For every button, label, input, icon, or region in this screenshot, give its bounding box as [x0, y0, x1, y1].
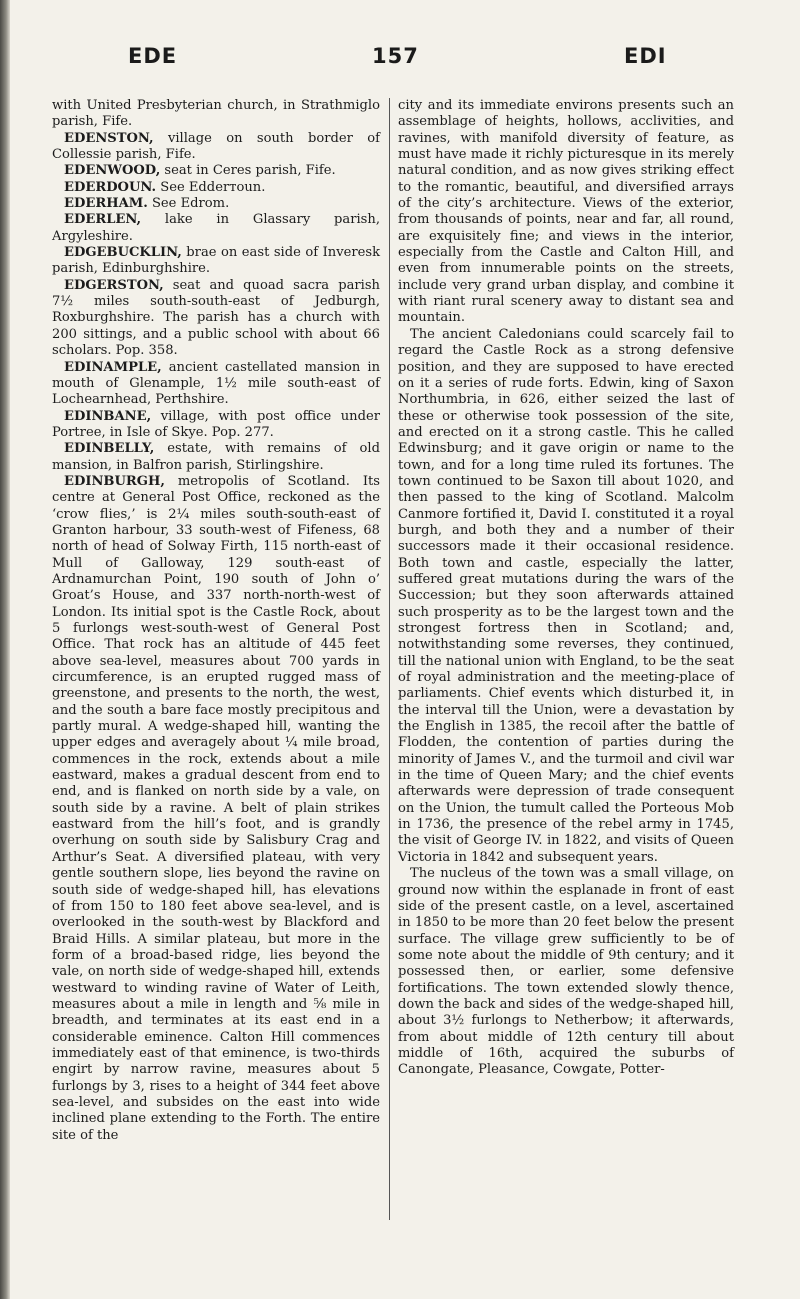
- entry-edgebucklin: [52, 245, 380, 278]
- entry-headword: EDERLEN,: [64, 212, 142, 228]
- book-binding-edge: [0, 0, 10, 1299]
- entry-headword: EDGEBUCKLIN,: [64, 245, 182, 261]
- entry-text: village on south border of Collessie parish, Fife.: [52, 130, 380, 163]
- entry-text: See Edderтoun.: [156, 179, 266, 195]
- entry-text: metropolis of Scotland. Its centre at General Post Office, reckoned as the ‘crow flies,’ is 2¼ miles south-south-east of Granton harbour, 33 south-west of Fifeness, 68 north of head of Solway Firth, 115 north-east of Mull of Galloway, 129 south-east of Ardnamurchan Point, 190 south of John o’ Groat’s House, and 337 north-north-west of London. Its initial spot is the Castle Rock, about 5 furlongs west-south-west of General Post Office. That rock has an altitude of 445 feet above sea-level, measures about 700 yards in circumference, is an erupted rugged mass of greenstone, and presents to the north, the west, and the south a bare face mostly precipitous and partly mural. A wedge-shaped hill, wanting the upper edges and averagely about ¼ mile broad, commences in the rock, extends about a mile eastward, makes a gradual descent from end to end, and is flanked on north side by a vale, on south side by a ravine. A belt of plain strikes eastward from the hill’s foot, and is grandly overhung on south side by Salisbury Crag and Arthur’s Seat. A diversified plateau, with very gentle southern slope, lies beyond the ravine on south side of wedge-shaped hill, has elevations of from 150 to 180 feet above sea-level, and is overlooked in the south-west by Blackford and Braid Hills. A similar plateau, but more in the form of a broad-based ridge, lies beyond the vale, on north side of wedge-shaped hill, extends westward to winding ravine of Water of Leith, measures about a mile in length and ⅝ mile in breadth, and terminates at its east end in a considerable eminence. Calton Hill commences immediately east of that eminence, is two-thirds engirt by narrow ravine, measures about 5 furlongs by 3, rises to a height of 344 feet above sea-level, and subsides on the east into wide inclined plane extending to the Forth. The entire site of the: [52, 473, 380, 1143]
- entry-text: estate, with remains of old mansion, in Balfron parish, Stirlingshire.: [52, 441, 380, 473]
- entry-text: village, with post office under Portree, in Isle of Skye. Pop. 277.: [52, 408, 380, 440]
- entry-headword: EDINBELLY,: [64, 441, 155, 457]
- paragraph-history: The ancient Caledonians could scarcely fail to regard the Castle Rock as a strong defensive position, and they are supposed to have erected on it a series of rude forts. Edwin, king of Saxon Northumbria, in 626, either seized the last of these or otherwise took possession of the site, and erected on it a strong castle. This he called Edwinsburg; and it gave origin or name to the town, and for a long time ruled its fortunes. The town continued to be Saxon till about 1020, and then passed to the king of Scotland. Malcolm Canmore fortified it, David I. constituted it a royal burgh, and both they and a number of their successors made it their occasional residence. Both town and castle, especially the latter, suffered great mutations during the wars of the Succession; but they soon afterwards attained such prosperity as to be the largest town and the strongest fortress then in Scotland; and, notwithstanding some reverses, they continued, till the national union with England, to be the seat of royal administration and the meeting-place of parliaments. Chief events which disturbed it, in the interval till the Union, were a devastation by the English in 1385, the recoil after the battle of Flodden, the contention of parties during the minority of James V., and the turmoil and civil war in the time of Queen Mary; and the chief events afterwards were depression of trade consequent on the Union, the tumult called the Porteous Mob in 1736, the presence of the rebel army in 1745, the visit of George IV. in 1822, and visits of Queen Victoria in 1842 and subsequent years.: [398, 326, 734, 865]
- paragraph-views: city and its immediate environs presents such an assemblage of heights, hollows, acclivities, and ravines, with manifold diversity of feature, as must have made it richly picturesque in its merely natural condition, and as now gives striking effect to the romantic, beautiful, and diversified arrays of the city’s architecture. Views of the exterior, from thousands of points, near and far, all round, are exquisitely fine; and views in the interior, especially from the Castle and Calton Hill, and even from innumerable points on the streets, include very grand urban display, and combine it with riant rural scenery away to distant sea and mountain.: [398, 98, 734, 326]
- entry-headword: EDGERSTON,: [64, 277, 164, 293]
- entry-headword: EDENWOOD,: [64, 163, 161, 179]
- page-number: 157: [372, 44, 419, 68]
- entry-text: ancient castellated mansion in mouth of Glenample, 1½ mile south-east of Lochearnhead, Perthshire.: [52, 359, 380, 408]
- entry-edgerston: [52, 278, 380, 360]
- paragraph-nucleus: The nucleus of the town was a small village, on ground now within the esplanade in front of east side of the present castle, on a level, ascertained in 1850 to be more than 20 feet below the present surface. The village grew sufficiently to be of some note about the middle of 9th century; and it possessed then, or earlier, some defensive fortifications. The town extended slowly thence, down the back and sides of the wedge-shaped hill, about 3½ furlongs to Netherbow; it afterwards, from about middle of 12th century till about middle of 16th, acquired the suburbs of Canongate, Pleasance, Cowgate, Potter-: [398, 866, 734, 1078]
- entry-headword: EDINBURGH,: [64, 473, 165, 489]
- entry-ederdoun: [52, 180, 380, 196]
- entry-headword: EDENSTON,: [64, 130, 154, 146]
- entry-edinburgh: [52, 474, 380, 1144]
- entry-edenwood: [52, 163, 380, 179]
- entry-headword: EDERHAM.: [64, 196, 148, 212]
- entry-text: seat and quoad sacra parish 7½ miles south-south-east of Jedburgh, Roxburghshire. The parish has a church with 200 sittings, and a public school with about 66 scholars. Pop. 358.: [52, 277, 380, 359]
- entry-edinbane: [52, 409, 380, 442]
- entry-edinample: [52, 360, 380, 409]
- entry-edenston: [52, 131, 380, 164]
- entry-text: lake in Glassary parish, Argyleshire.: [52, 212, 380, 244]
- entry-text: with United Presbyterian church, in Strathmiglo parish, Fife.: [52, 98, 380, 130]
- right-column: [398, 98, 734, 1079]
- left-guide-word: EDE: [128, 44, 178, 68]
- entry-headword: EDINBANE,: [64, 408, 152, 424]
- column-divider: [389, 98, 390, 1220]
- entry-text: brae on east side of Inveresk parish, Edinburghshire.: [52, 245, 380, 277]
- entry-text: seat in Ceres parish, Fife.: [160, 163, 336, 179]
- entry-text: See Edrom.: [147, 196, 230, 212]
- left-column: [52, 98, 380, 1144]
- entry-headword: EDERDOUN.: [64, 179, 157, 195]
- entry-headword: EDINAMPLE,: [64, 359, 162, 375]
- entry-edinbelly: [52, 441, 380, 474]
- page-header: [0, 44, 800, 74]
- entry-ederlen: [52, 212, 380, 245]
- entry-ederham: [52, 196, 380, 212]
- entry-continuation: [52, 98, 380, 131]
- right-guide-word: EDI: [624, 44, 667, 68]
